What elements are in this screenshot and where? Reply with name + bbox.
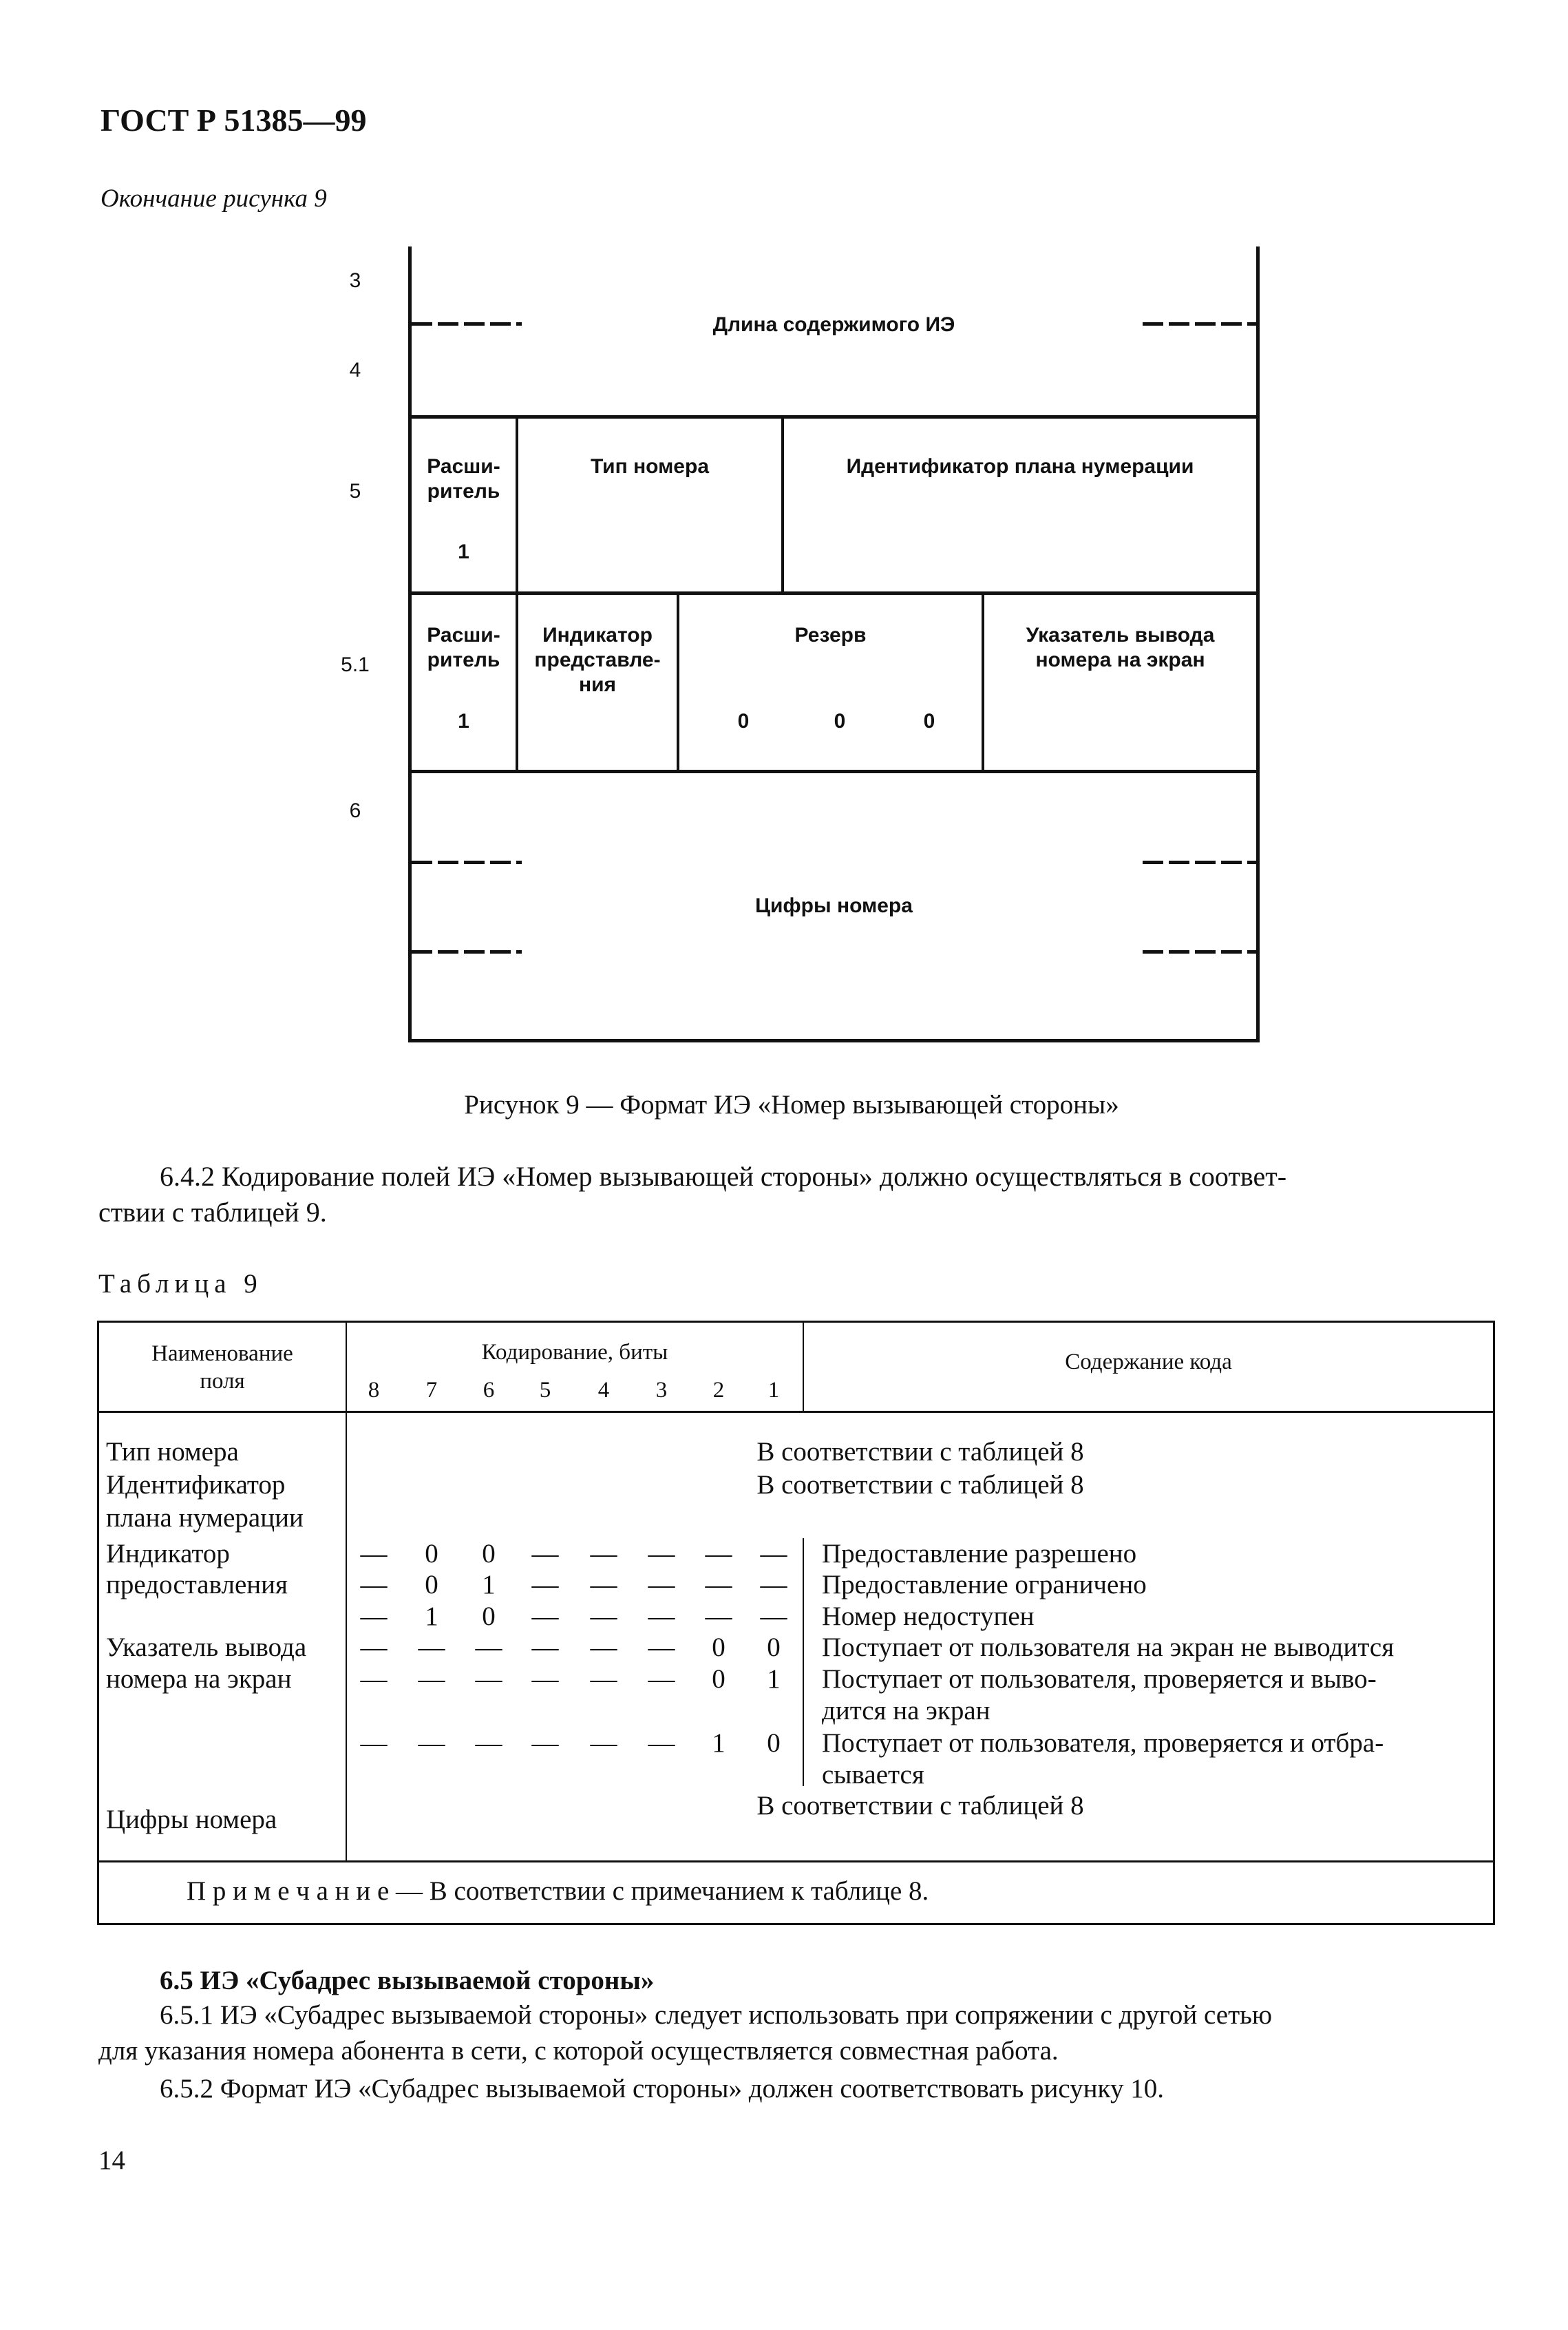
- number-digits-field: Цифры номера: [755, 894, 913, 917]
- field-name: Цифры номера: [106, 1805, 277, 1834]
- bit-value: 0: [767, 1728, 781, 1758]
- header-code-content: Содержание кода: [1065, 1350, 1232, 1374]
- bit-value: 0: [482, 1539, 496, 1568]
- bit-value: —: [760, 1602, 787, 1631]
- bit-value: —: [590, 1664, 617, 1694]
- octet-label: 6: [349, 799, 361, 822]
- code-reference: В соответствии с таблицей 8: [756, 1791, 1084, 1820]
- bit-value: —: [590, 1570, 617, 1599]
- reserve-field: Резерв: [794, 624, 867, 647]
- bit-value: 1: [425, 1602, 438, 1631]
- bit-value: —: [531, 1539, 559, 1568]
- paragraph-6-5-1: для указания номера абонента в сети, с которой осуществляется совместная работа.: [98, 2036, 1059, 2066]
- table-label: Таблица 9: [98, 1269, 263, 1299]
- bit-value: —: [475, 1664, 502, 1694]
- reserve-bit: 0: [737, 710, 750, 733]
- reserve-bit: 0: [834, 710, 846, 733]
- bit-value: —: [531, 1570, 559, 1599]
- code-description: Поступает от пользователя, проверяется и отбра-: [822, 1728, 1384, 1758]
- bit-value: 0: [425, 1570, 438, 1599]
- header-coding-bits: Кодирование, биты: [481, 1340, 668, 1365]
- extension-field: Расши- ритель: [427, 455, 500, 503]
- bit-value: —: [418, 1664, 445, 1694]
- bit-value: —: [705, 1539, 732, 1568]
- paragraph-6-5-1: 6.5.1 ИЭ «Субадрес вызываемой стороны» следует использовать при сопряжении с другой сетью: [160, 2000, 1273, 2030]
- bit-value: —: [531, 1602, 559, 1631]
- bit-value: —: [531, 1728, 559, 1758]
- octet-label: 5.1: [341, 653, 370, 676]
- bit-value: —: [360, 1570, 388, 1599]
- bit-value: 1: [767, 1664, 781, 1694]
- bit-number-header: 4: [597, 1378, 610, 1403]
- extension-field: Расши- ритель: [427, 624, 500, 671]
- extension-bit: 1: [458, 710, 469, 733]
- bit-value: —: [475, 1728, 502, 1758]
- paragraph-6-4-2: ствии с таблицей 9.: [98, 1197, 327, 1228]
- field-name: Тип номера: [106, 1437, 239, 1467]
- bit-value: —: [360, 1602, 388, 1631]
- bit-value: —: [531, 1633, 559, 1662]
- octet-label: 3: [349, 269, 361, 292]
- bit-value: —: [475, 1633, 502, 1662]
- bit-value: —: [648, 1664, 675, 1694]
- bit-value: —: [590, 1633, 617, 1662]
- bit-value: —: [760, 1570, 787, 1599]
- paragraph-6-5-2: 6.5.2 Формат ИЭ «Субадрес вызываемой стороны» должен соответствовать рисунку 10.: [160, 2074, 1164, 2103]
- bit-number-header: 6: [483, 1378, 495, 1403]
- octet-label: 4: [349, 359, 361, 381]
- bit-value: 1: [712, 1728, 725, 1758]
- bit-value: —: [360, 1728, 388, 1758]
- field-name: плана нумерации: [106, 1503, 304, 1533]
- bit-value: —: [648, 1539, 675, 1568]
- bit-value: 0: [767, 1633, 781, 1662]
- code-description: Поступает от пользователя, проверяется и выво-: [822, 1664, 1377, 1694]
- bit-number-header: 1: [767, 1378, 780, 1403]
- bit-value: —: [648, 1728, 675, 1758]
- bit-value: —: [705, 1570, 732, 1599]
- code-description: Номер недоступен: [822, 1602, 1035, 1631]
- bit-number-header: 2: [712, 1378, 725, 1403]
- figure-caption: Рисунок 9 — Формат ИЭ «Номер вызывающей стороны»: [464, 1090, 1119, 1120]
- bit-value: —: [648, 1570, 675, 1599]
- section-6-5-title: 6.5 ИЭ «Субадрес вызываемой стороны»: [160, 1966, 655, 1995]
- field-name: предоставления: [106, 1570, 288, 1599]
- bit-number-header: 7: [425, 1378, 438, 1403]
- code-reference: В соответствии с таблицей 8: [756, 1470, 1084, 1500]
- bit-value: 1: [482, 1570, 496, 1599]
- table-note: П р и м е ч а н и е — В соответствии с примечанием к таблице 8.: [187, 1876, 929, 1906]
- document-header: ГОСТ Р 51385—99: [100, 103, 367, 138]
- bit-value: —: [418, 1728, 445, 1758]
- code-description: Предоставление разрешено: [822, 1539, 1137, 1568]
- bit-number-header: 3: [655, 1378, 668, 1403]
- code-description: Поступает от пользователя на экран не выводится: [822, 1633, 1395, 1662]
- bit-value: 0: [712, 1633, 725, 1662]
- bit-value: —: [360, 1664, 388, 1694]
- field-name: Индикатор: [106, 1539, 230, 1568]
- code-description: Предоставление ограничено: [822, 1570, 1147, 1599]
- bit-value: —: [648, 1602, 675, 1631]
- field-name: Указатель вывода: [106, 1633, 307, 1662]
- code-description: сывается: [822, 1760, 924, 1790]
- content-length-field: Длина содержимого ИЭ: [712, 313, 955, 336]
- page-number: 14: [98, 2145, 125, 2175]
- bit-value: 0: [425, 1539, 438, 1568]
- figure-continuation-label: Окончание рисунка 9: [100, 185, 327, 213]
- bit-value: —: [705, 1602, 732, 1631]
- bit-value: 0: [712, 1664, 725, 1694]
- code-reference: В соответствии с таблицей 8: [756, 1437, 1084, 1467]
- numbering-plan-field: Идентификатор плана нумерации: [846, 455, 1194, 478]
- reserve-bit: 0: [923, 710, 935, 733]
- paragraph-6-4-2: 6.4.2 Кодирование полей ИЭ «Номер вызывающей стороны» должно осуществляться в соответ-: [160, 1161, 1287, 1192]
- code-description: дится на экран: [822, 1696, 990, 1725]
- octet-label: 5: [349, 480, 361, 503]
- bit-value: —: [590, 1728, 617, 1758]
- field-name: Идентификатор: [106, 1470, 286, 1500]
- bit-value: —: [360, 1633, 388, 1662]
- bit-value: —: [760, 1539, 787, 1568]
- bit-value: 0: [482, 1602, 496, 1631]
- bit-value: —: [360, 1539, 388, 1568]
- header-field-name: Наименование поля: [151, 1341, 293, 1394]
- number-type-field: Тип номера: [590, 455, 710, 478]
- screening-indicator-field: Указатель вывода номера на экран: [1026, 624, 1215, 671]
- bit-value: —: [648, 1633, 675, 1662]
- field-name: номера на экран: [106, 1664, 292, 1694]
- bit-value: —: [590, 1539, 617, 1568]
- bit-number-header: 8: [368, 1378, 380, 1403]
- bit-value: —: [418, 1633, 445, 1662]
- bit-value: —: [590, 1602, 617, 1631]
- presentation-indicator-field: Индикатор представле- ния: [534, 624, 661, 696]
- bit-value: —: [531, 1664, 559, 1694]
- bit-number-header: 5: [539, 1378, 551, 1403]
- extension-bit: 1: [458, 540, 469, 563]
